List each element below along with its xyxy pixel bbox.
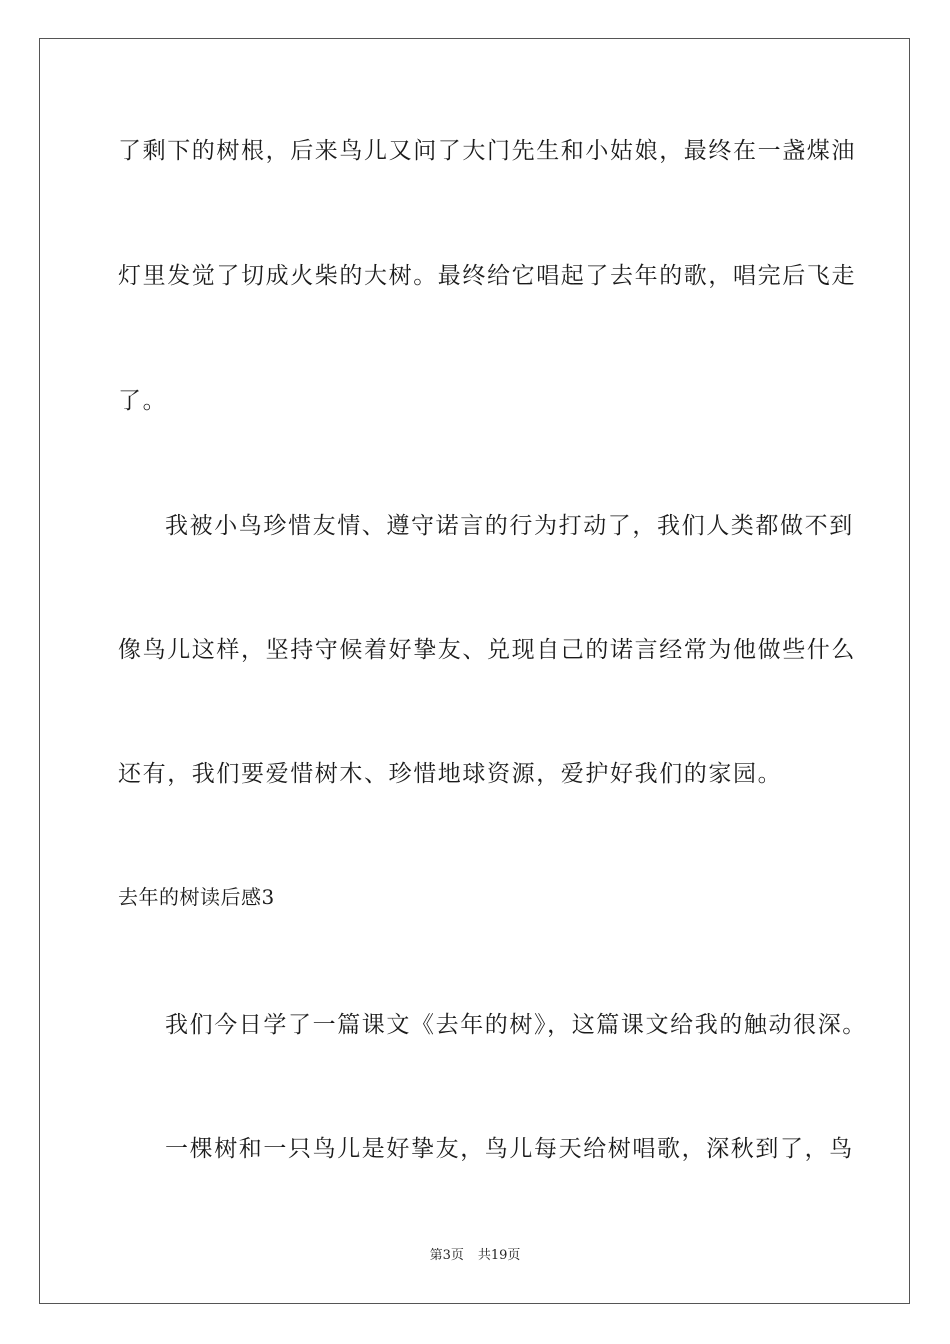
body-text-line: 我被小鸟珍惜友情、遵守诺言的行为打动了，我们人类都做不到 xyxy=(165,513,854,539)
section-heading: 去年的树读后感3 xyxy=(118,885,275,909)
body-text-line: 像鸟儿这样，坚持守候着好挚友、兑现自己的诺言经常为他做些什么 xyxy=(118,637,856,663)
body-text-line: 了。 xyxy=(118,388,168,414)
body-text-line: 了剩下的树根，后来鸟儿又问了大门先生和小姑娘，最终在一盏煤油 xyxy=(118,138,856,164)
page-footer xyxy=(0,1247,950,1265)
body-text-line: 一棵树和一只鸟儿是好挚友，鸟儿每天给树唱歌，深秋到了，鸟 xyxy=(165,1136,854,1162)
page-number: 第3页 xyxy=(429,1248,464,1263)
body-text-line: 我们今日学了一篇课文《去年的树》，这篇课文给我的触动很深。 xyxy=(165,1012,867,1038)
body-text-line: 灯里发觉了切成火柴的大树。最终给它唱起了去年的歌，唱完后飞走 xyxy=(118,263,856,289)
body-text-line: 还有，我们要爱惜树木、珍惜地球资源，爱护好我们的家园。 xyxy=(118,761,783,787)
total-pages: 共19页 xyxy=(477,1248,521,1263)
page-border xyxy=(39,38,910,1304)
